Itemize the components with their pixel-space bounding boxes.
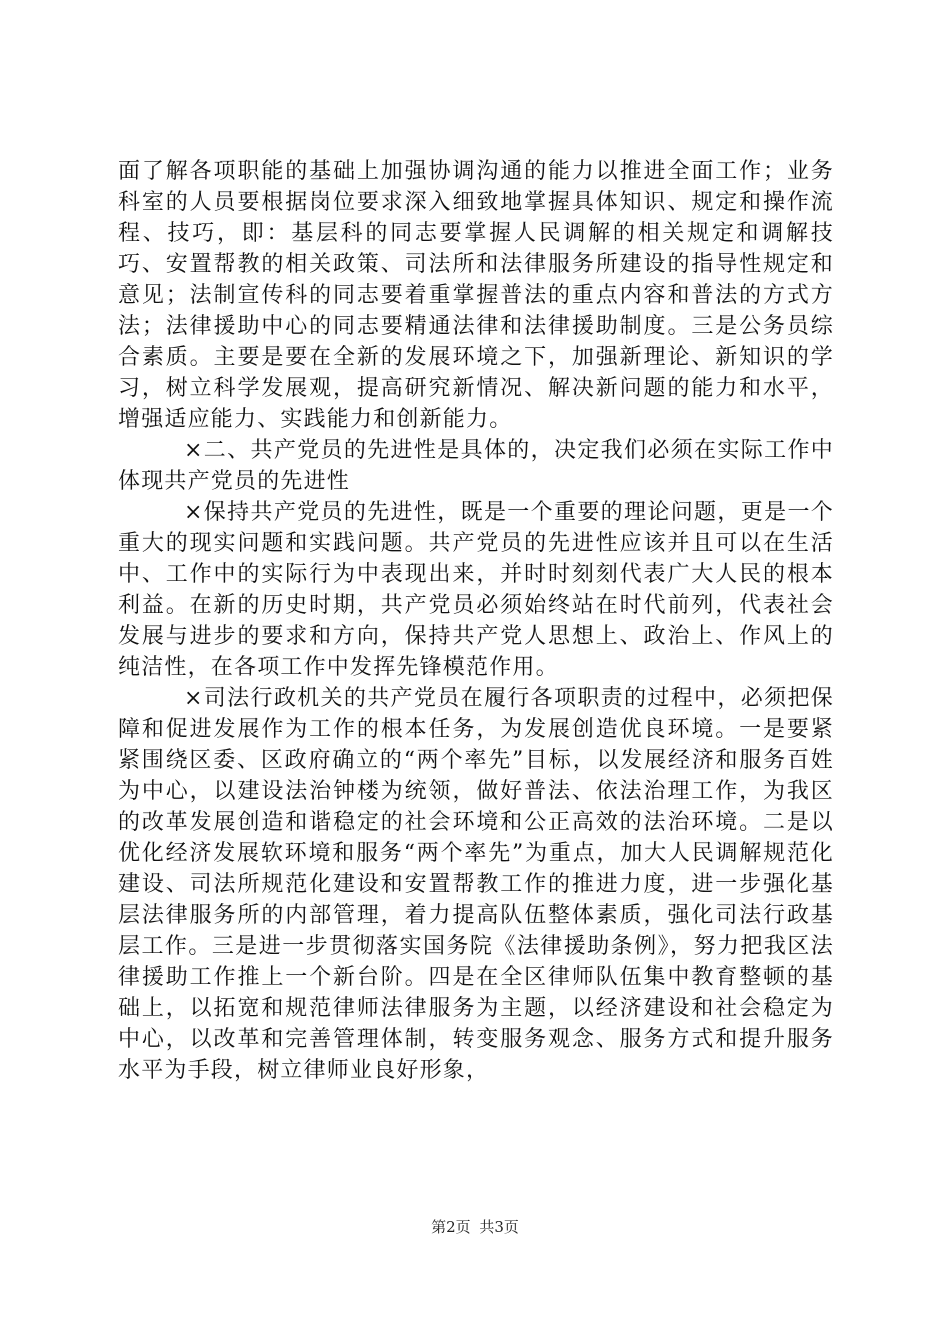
paragraph-judicial: ×司法行政机关的共产党员在履行各项职责的过程中，必须把保障和促进发展作为工作的根本任务，为发展创造优良环境。一是要紧紧围绕区委、区政府确立的“两个率先”目标，以发展经济和服务百姓为中心，以建设法治钟楼为统领，做好普法、依法治理工作，为我区的改革发展创造和谐稳定的社会环境和公正高效的法治环境。二是以优化经济发展软环境和服务“两个率先”为重点，加大人民调解规范化建设、司法所规范化建设和安置帮教工作的推进力度，进一步强化基层法律服务所的内部管理，着力提高队伍整体素质，强化司法行政基层工作。三是进一步贯彻落实国务院《法律援助条例》，努力把我区法律援助工作推上一个新台阶。四是在全区律师队伍集中教育整顿的基础上，以拓宽和规范律师法律服务为主题，以经济建设和社会稳定为中心，以改革和完善管理体制，转变服务观念、服务方式和提升服务水平为手段，树立律师业良好形象， (118, 686, 834, 1083)
section-heading-2: ×二、共产党员的先进性是具体的，决定我们必须在实际工作中体现共产党员的先进性 (118, 438, 834, 494)
page-footer (0, 1216, 950, 1237)
document-body (118, 156, 834, 1086)
page-total: 共3页 (479, 1218, 519, 1236)
page-number: 第2页 (431, 1218, 471, 1236)
paragraph-continuation: 面了解各项职能的基础上加强协调沟通的能力以推进全面工作；业务科室的人员要根据岗位要求深入细致地掌握具体知识、规定和操作流程、技巧，即：基层科的同志要掌握人民调解的相关规定和调解技巧、安置帮教的相关政策、司法所和法律服务所建设的指导性规定和意见；法制宣传科的同志要着重掌握普法的重点内容和普法的方式方法；法律援助中心的同志要精通法律和法律援助制度。三是公务员综合素质。主要是要在全新的发展环境之下，加强新理论、新知识的学习，树立科学发展观，提高研究新情况、解决新问题的能力和水平，增强适应能力、实践能力和创新能力。 (118, 159, 834, 432)
paragraph-advancement: ×保持共产党员的先进性，既是一个重要的理论问题，更是一个重大的现实问题和实践问题。共产党员的先进性应该并且可以在生活中、工作中的实际行为中表现出来，并时时刻刻代表广大人民的根本利益。在新的历史时期，共产党员必须始终站在时代前列，代表社会发展与进步的要求和方向，保持共产党人思想上、政治上、作风上的纯洁性，在各项工作中发挥先锋模范作用。 (118, 500, 834, 680)
